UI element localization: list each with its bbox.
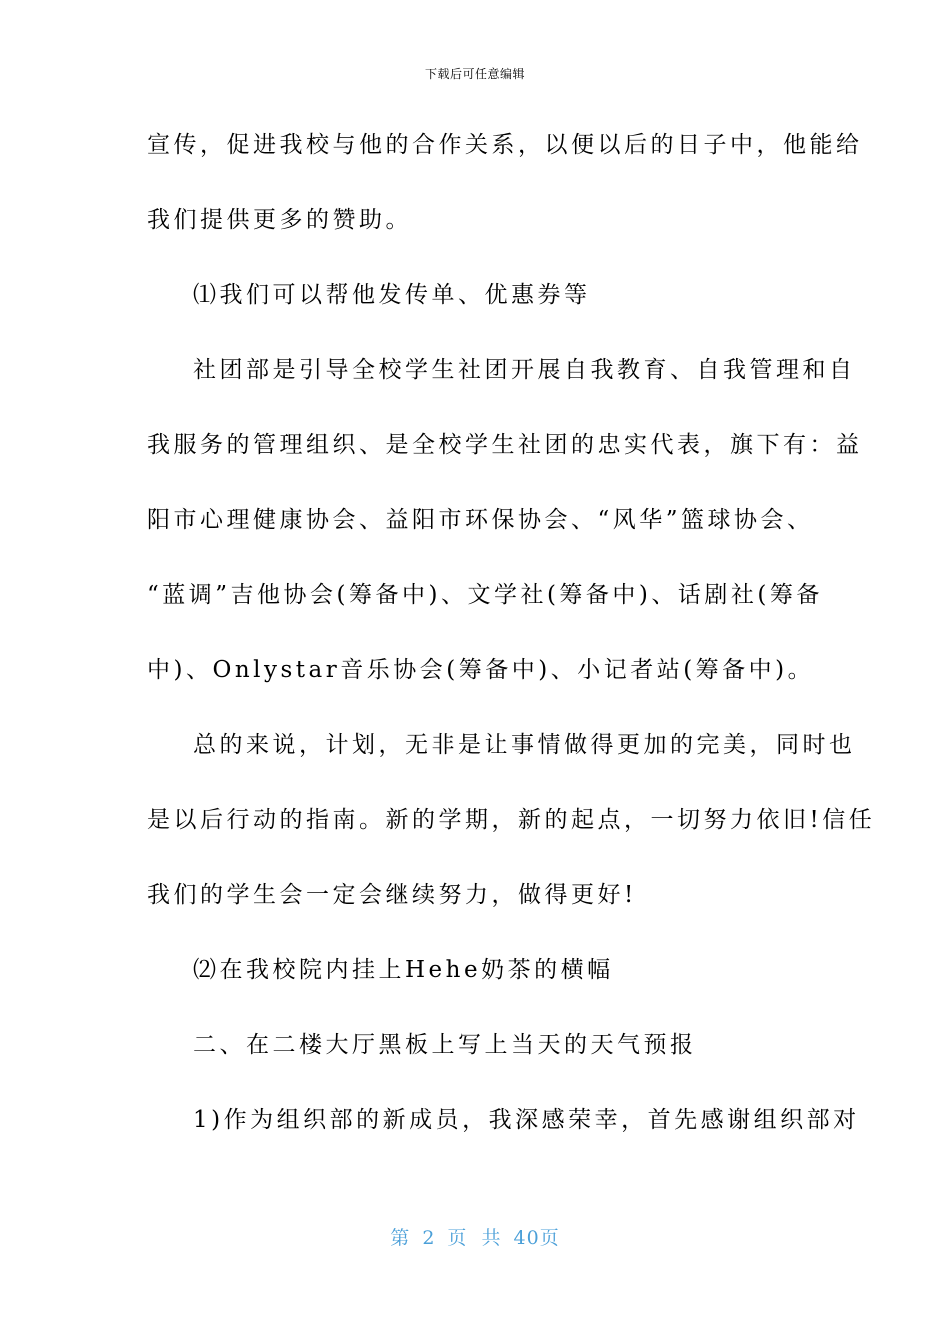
footer-middle: 页 共 <box>447 1227 502 1249</box>
paragraph-line: 中)、Onlystar音乐协会(筹备中)、小记者站(筹备中)。 <box>147 657 815 683</box>
paragraph-line: 我服务的管理组织、是全校学生社团的忠实代表，旗下有：益 <box>147 432 863 458</box>
paragraph-line: 是以后行动的指南。新的学期，新的起点，一切努力依旧!信任 <box>147 807 876 833</box>
footer-suffix: 页 <box>539 1227 560 1249</box>
paragraph-line: “蓝调”吉他协会(筹备中)、文学社(筹备中)、话剧社(筹备 <box>147 582 823 608</box>
paragraph-line: 我们的学生会一定会继续努力，做得更好! <box>147 882 637 908</box>
paragraph-line: 1)作为组织部的新成员，我深感荣幸，首先感谢组织部对 <box>193 1107 860 1133</box>
paragraph-line: 宣传，促进我校与他的合作关系，以便以后的日子中，他能给 <box>147 132 863 158</box>
document-body <box>147 120 876 1170</box>
paragraph-line: 阳市心理健康协会、益阳市环保协会、“风华”篮球协会、 <box>147 507 814 533</box>
page-footer <box>0 1225 950 1251</box>
footer-total-pages: 40 <box>513 1227 540 1249</box>
paragraph-line: 社团部是引导全校学生社团开展自我教育、自我管理和自 <box>193 357 856 383</box>
paragraph-line: 我们提供更多的赞助。 <box>147 207 412 233</box>
footer-prefix: 第 <box>390 1227 411 1249</box>
page-header: 下载后可任意编辑 <box>424 67 525 81</box>
paragraph-line: ⑴我们可以帮他发传单、优惠券等 <box>193 282 591 308</box>
footer-page-number: 2 <box>422 1227 436 1249</box>
paragraph-line: ⑵在我校院内挂上Hehe奶茶的横幅 <box>193 957 614 983</box>
paragraph-line: 二、在二楼大厅黑板上写上当天的天气预报 <box>193 1032 697 1058</box>
paragraph-line: 总的来说，计划，无非是让事情做得更加的完美，同时也 <box>193 732 856 758</box>
